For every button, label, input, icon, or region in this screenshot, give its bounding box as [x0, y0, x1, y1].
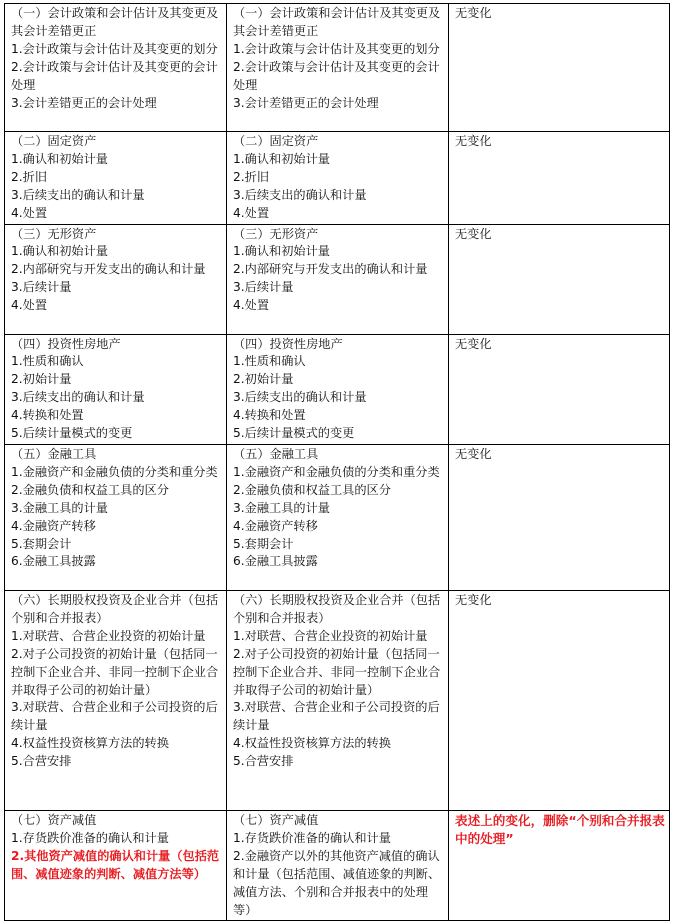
cell-line: 2.对子公司投资的初始计量（包括同一控制下企业合并、非同一控制下企业合并取得子公司的初始计量）: [233, 646, 441, 697]
cell-line: 6.金融工具披露: [233, 554, 318, 569]
cell-line: 3.后续支出的确认和计量: [233, 187, 367, 202]
old-syllabus-cell: [5, 444, 227, 590]
cell-line: （三）无形资产: [233, 226, 319, 241]
cell-line: 4.金融资产转移: [233, 518, 318, 533]
new-syllabus-cell: [227, 132, 449, 225]
new-syllabus-cell: [227, 590, 449, 810]
document-page: [4, 3, 670, 921]
new-syllabus-cell: [227, 810, 449, 920]
cell-line: 5.合营安排: [233, 754, 294, 769]
new-syllabus-cell: [227, 224, 449, 334]
old-syllabus-cell: [5, 132, 227, 225]
table-row: [5, 4, 670, 132]
cell-line: 2.折旧: [233, 169, 270, 184]
cell-line: 4.处置: [11, 205, 48, 220]
change-text: 无变化: [455, 446, 492, 461]
cell-line: 2.金融资产以外的其他资产减值的确认和计量（包括范围、减值迹象的判断、减值方法、个别和合并报表中的处理等）: [233, 848, 441, 917]
cell-line: 3.会计差错更正的会计处理: [11, 95, 157, 110]
change-cell: [449, 444, 670, 590]
cell-line: （一）会计政策和会计估计及其变更及其会计差错更正: [233, 6, 441, 38]
cell-line: 1.对联营、合营企业投资的初始计量: [233, 628, 428, 643]
cell-line: 4.金融资产转移: [11, 518, 96, 533]
cell-line: 3.后续支出的确认和计量: [233, 390, 367, 405]
cell-line: 2.金融负债和权益工具的区分: [233, 482, 391, 497]
cell-line: （七）资产减值: [233, 812, 319, 827]
cell-line: 2.内部研究与开发支出的确认和计量: [11, 262, 206, 277]
change-text: 无变化: [455, 336, 492, 351]
cell-line: 4.权益性投资核算方法的转换: [11, 736, 169, 751]
cell-line: 4.处置: [233, 205, 270, 220]
change-cell: [449, 224, 670, 334]
cell-line: 1.存货跌价准备的确认和计量: [233, 830, 391, 845]
cell-line: 2.会计政策与会计估计及其变更的会计处理: [11, 59, 218, 92]
table-row: [5, 224, 670, 334]
cell-line: 1.对联营、合营企业投资的初始计量: [11, 628, 206, 643]
cell-line: 4.权益性投资核算方法的转换: [233, 736, 391, 751]
cell-line: 1.确认和初始计量: [11, 151, 108, 166]
cell-line: 1.性质和确认: [11, 354, 84, 369]
cell-line: 1.存货跌价准备的确认和计量: [11, 830, 169, 845]
cell-line: 3.后续计量: [11, 280, 72, 295]
cell-line: 1.金融资产和金融负债的分类和重分类: [11, 464, 218, 479]
cell-line: （四）投资性房地产: [233, 336, 343, 351]
change-cell: [449, 590, 670, 810]
cell-line: 4.转换和处置: [11, 408, 84, 423]
cell-line: 1.金融资产和金融负债的分类和重分类: [233, 464, 440, 479]
cell-line: 3.对联营、合营企业和子公司投资的后续计量: [11, 700, 218, 733]
cell-line: 2.会计政策与会计估计及其变更的会计处理: [233, 59, 440, 92]
cell-line: （五）金融工具: [233, 446, 319, 461]
table-row: [5, 132, 670, 225]
change-text: 无变化: [455, 134, 492, 148]
new-syllabus-cell: [227, 444, 449, 590]
old-syllabus-cell: [5, 590, 227, 810]
cell-line: 4.转换和处置: [233, 408, 306, 423]
change-cell: [449, 810, 670, 920]
table-row: [5, 334, 670, 444]
cell-line: 3.金融工具的计量: [233, 500, 330, 515]
comparison-table: [4, 3, 670, 921]
cell-line: 2.内部研究与开发支出的确认和计量: [233, 262, 428, 277]
cell-line: （二）固定资产: [233, 134, 319, 148]
cell-line: （六）长期股权投资及企业合并（包括个别和合并报表）: [233, 592, 441, 625]
cell-line: 4.处置: [233, 298, 270, 313]
cell-line: 2.折旧: [11, 169, 48, 184]
cell-line: 2.初始计量: [233, 372, 294, 387]
cell-line: 6.金融工具披露: [11, 554, 96, 569]
cell-line: 1.会计政策与会计估计及其变更的划分: [11, 41, 218, 56]
cell-line: 5.后续计量模式的变更: [233, 426, 355, 441]
cell-line: （六）长期股权投资及企业合并（包括个别和合并报表）: [11, 592, 219, 625]
cell-line: （七）资产减值: [11, 812, 97, 827]
change-text: 无变化: [455, 592, 492, 607]
old-syllabus-cell: [5, 4, 227, 132]
cell-line: 3.后续支出的确认和计量: [11, 187, 145, 202]
cell-line: 4.处置: [11, 298, 48, 313]
table-row: [5, 590, 670, 810]
cell-line: （一）会计政策和会计估计及其变更及其会计差错更正: [11, 6, 219, 38]
cell-line: 1.确认和初始计量: [233, 151, 330, 166]
cell-line: 2.金融负债和权益工具的区分: [11, 482, 169, 497]
old-syllabus-cell: [5, 810, 227, 920]
change-note: 表述上的变化，删除“个别和合并报表中的处理”: [455, 812, 665, 846]
cell-line: 2.初始计量: [11, 372, 72, 387]
cell-line: （三）无形资产: [11, 226, 97, 241]
cell-line: （二）固定资产: [11, 134, 97, 148]
cell-line: 3.后续计量: [233, 280, 294, 295]
old-syllabus-cell: [5, 334, 227, 444]
cell-line: 3.金融工具的计量: [11, 500, 108, 515]
highlighted-item: 2.其他资产减值的确认和计量（包括范围、减值迹象的判断、减值方法等）: [11, 848, 220, 881]
cell-line: 5.套期会计: [11, 536, 72, 551]
new-syllabus-cell: [227, 334, 449, 444]
cell-line: 2.对子公司投资的初始计量（包括同一控制下企业合并、非同一控制下企业合并取得子公司的初始计量）: [11, 646, 219, 697]
cell-line: 5.后续计量模式的变更: [11, 426, 133, 441]
change-text: 无变化: [455, 6, 492, 20]
table-row: [5, 810, 670, 920]
cell-line: 1.确认和初始计量: [11, 244, 108, 259]
change-cell: [449, 4, 670, 132]
cell-line: 3.对联营、合营企业和子公司投资的后续计量: [233, 700, 440, 733]
cell-line: 3.后续支出的确认和计量: [11, 390, 145, 405]
cell-line: （四）投资性房地产: [11, 336, 121, 351]
cell-line: 1.确认和初始计量: [233, 244, 330, 259]
old-syllabus-cell: [5, 224, 227, 334]
cell-line: （五）金融工具: [11, 446, 97, 461]
new-syllabus-cell: [227, 4, 449, 132]
cell-line: 5.套期会计: [233, 536, 294, 551]
table-row: [5, 444, 670, 590]
cell-line: 1.会计政策与会计估计及其变更的划分: [233, 41, 440, 56]
cell-line: 5.合营安排: [11, 754, 72, 769]
change-cell: [449, 132, 670, 225]
change-cell: [449, 334, 670, 444]
change-text: 无变化: [455, 226, 492, 241]
cell-line: 1.性质和确认: [233, 354, 306, 369]
cell-line: 3.会计差错更正的会计处理: [233, 95, 379, 110]
